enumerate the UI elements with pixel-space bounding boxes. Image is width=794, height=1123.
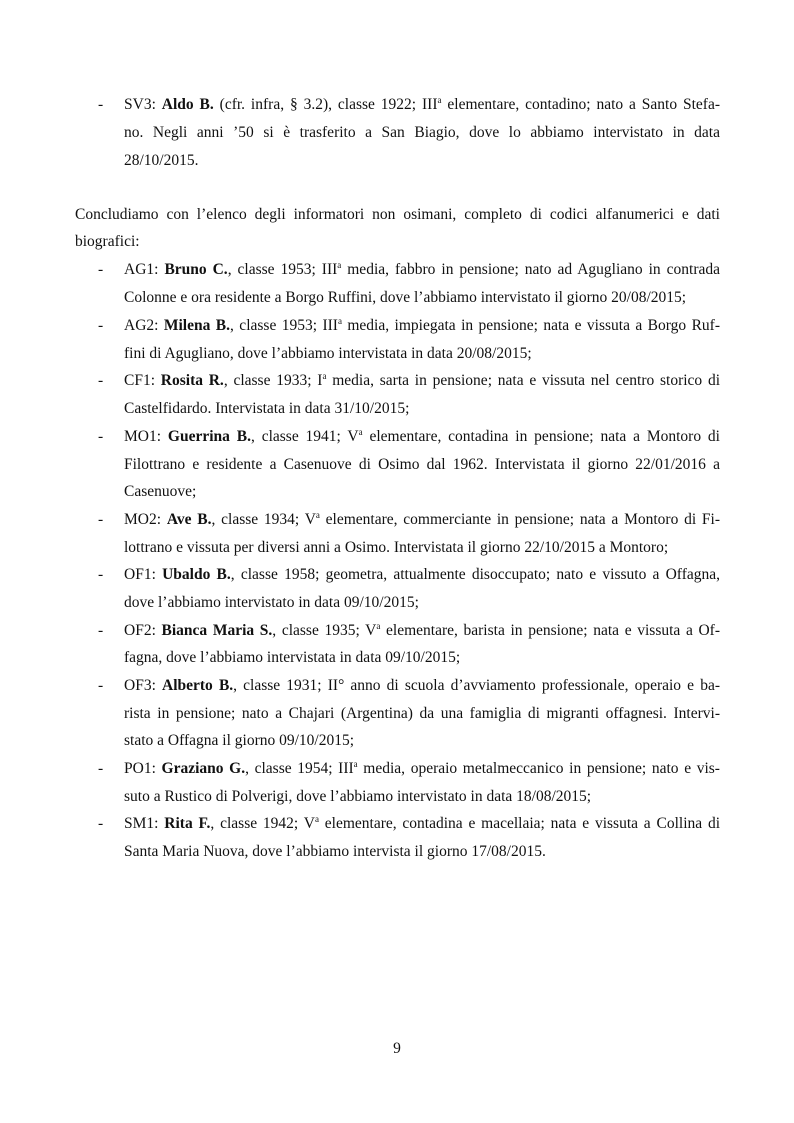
- entry-line-2: suto a Rustico di Polverigi, dove l’abbiamo intervistato in data 18/08/2015;: [124, 788, 592, 805]
- entry-text: elementare, contadino; nato a Santo Stefa-: [441, 96, 721, 113]
- informant-code: SV3:: [124, 96, 156, 113]
- ordinal-superscript: a: [353, 759, 358, 769]
- informant-code: MO1:: [124, 428, 162, 445]
- intro-paragraph-line-2: biografici:: [75, 233, 140, 250]
- ordinal-superscript: a: [437, 95, 442, 105]
- entry-text: , classe 1942; V: [210, 815, 315, 832]
- informant-name: Graziano G.: [161, 760, 246, 777]
- entry-line-1: [124, 815, 720, 833]
- entry-text: , classe 1953; III: [230, 317, 338, 334]
- informant-code: OF1:: [124, 566, 156, 583]
- page-number: 9: [393, 1040, 401, 1057]
- informant-name: Rita F.: [164, 815, 211, 832]
- informant-code: PO1:: [124, 760, 156, 777]
- informant-name: Ubaldo B.: [162, 566, 231, 583]
- entry-line-1: [124, 622, 720, 640]
- entry-line-1: [124, 566, 720, 584]
- entry-line-1: [124, 317, 720, 335]
- entry-text: elementare, contadina in pensione; nata a Montoro di: [362, 428, 720, 445]
- entry-text: , classe 1935; V: [272, 622, 377, 639]
- entry-text: , classe 1941; V: [250, 428, 359, 445]
- list-dash: -: [98, 760, 104, 777]
- informant-name: Bruno C.: [164, 261, 228, 278]
- list-dash: -: [98, 317, 104, 334]
- entry-line-1: [124, 261, 720, 279]
- informant-code: CF1:: [124, 372, 156, 389]
- list-dash: -: [98, 677, 104, 694]
- informant-name: Guerrina B.: [167, 428, 251, 445]
- ordinal-superscript: a: [314, 814, 319, 824]
- entry-text: media, impiegata in pensione; nata e vissuta a Borgo Ruf-: [341, 317, 720, 334]
- list-dash: -: [98, 815, 104, 832]
- informant-code: AG1:: [124, 261, 159, 278]
- intro-paragraph-line-1: Concludiamo con l’elenco degli informatori non osimani, completo di codici alfanumerici e dati: [75, 206, 720, 223]
- entry-line-2: Castelfidardo. Intervistata in data 31/10/2015;: [124, 400, 410, 417]
- ordinal-superscript: a: [337, 316, 342, 326]
- entry-line-2: Filottrano e residente a Casenuove di Osimo dal 1962. Intervistata il giorno 22/01/2016 a: [124, 456, 720, 473]
- entry-line-2: no. Negli anni ’50 si è trasferito a San Biagio, dove lo abbiamo intervistato in data: [124, 124, 720, 141]
- ordinal-superscript: a: [315, 510, 320, 520]
- informant-name: Bianca Maria S.: [161, 622, 273, 639]
- entry-line-2: rista in pensione; nato a Chajari (Argentina) da una famiglia di migranti offagnesi. Intervi-: [124, 705, 720, 722]
- informant-name: Milena B.: [163, 317, 231, 334]
- entry-line-2: fini di Agugliano, dove l’abbiamo intervistata in data 20/08/2015;: [124, 345, 532, 362]
- list-dash: -: [98, 261, 104, 278]
- ordinal-superscript: a: [322, 371, 327, 381]
- entry-text: , classe 1954; III: [245, 760, 354, 777]
- entry-line-3: Casenuove;: [124, 483, 197, 500]
- entry-text: , classe 1934; V: [211, 511, 316, 528]
- entry-text: (cfr. infra, § 3.2), classe 1922; III: [213, 96, 438, 113]
- entry-line-2: Santa Maria Nuova, dove l’abbiamo intervista il giorno 17/08/2015.: [124, 843, 546, 860]
- entry-text: , classe 1958; geometra, attualmente disoccupato; nato e vissuto a Offagna,: [230, 566, 720, 583]
- list-dash: -: [98, 96, 104, 113]
- informant-name: Ave B.: [166, 511, 212, 528]
- entry-line-2: fagna, dove l’abbiamo intervistata in data 09/10/2015;: [124, 649, 461, 666]
- list-dash: -: [98, 622, 104, 639]
- ordinal-superscript: a: [376, 621, 381, 631]
- informant-code: SM1:: [124, 815, 159, 832]
- entry-line-3: stato a Offagna il giorno 09/10/2015;: [124, 732, 355, 749]
- entry-text: elementare, commerciante in pensione; nata a Montoro di Fi-: [319, 511, 721, 528]
- informant-code: AG2:: [124, 317, 159, 334]
- informant-name: Rosita R.: [160, 372, 224, 389]
- entry-text: , classe 1953; III: [227, 261, 338, 278]
- entry-line-1: [124, 511, 720, 529]
- informant-code: OF2:: [124, 622, 156, 639]
- entry-line-1: [124, 428, 720, 446]
- ordinal-superscript: a: [358, 427, 363, 437]
- entry-line-1: [124, 96, 720, 114]
- entry-line-3: 28/10/2015.: [124, 152, 199, 169]
- entry-line-1: [124, 372, 720, 390]
- entry-text: elementare, barista in pensione; nata e vissuta a Of-: [380, 622, 720, 639]
- list-dash: -: [98, 511, 104, 528]
- list-dash: -: [98, 428, 104, 445]
- entry-text: media, fabbro in pensione; nato ad Agugliano in contrada: [341, 261, 720, 278]
- entry-text: elementare, contadina e macellaia; nata e vissuta a Collina di: [318, 815, 720, 832]
- entry-text: media, sarta in pensione; nata e vissuta nel centro storico di: [326, 372, 721, 389]
- list-dash: -: [98, 566, 104, 583]
- entry-text: , classe 1933; I: [223, 372, 323, 389]
- ordinal-superscript: a: [337, 260, 342, 270]
- entry-line-1: [124, 677, 720, 695]
- list-dash: -: [98, 372, 104, 389]
- informant-code: MO2:: [124, 511, 162, 528]
- informant-code: OF3:: [124, 677, 156, 694]
- entry-line-2: dove l’abbiamo intervistato in data 09/10/2015;: [124, 594, 419, 611]
- informant-name: Alberto B.: [162, 677, 234, 694]
- entry-text: media, operaio metalmeccanico in pensione; nato e vis-: [357, 760, 720, 777]
- informant-name: Aldo B.: [161, 96, 214, 113]
- entry-text: , classe 1931; II° anno di scuola d’avviamento professionale, operaio e ba-: [233, 677, 720, 694]
- entry-line-2: Colonne e ora residente a Borgo Ruffini, dove l’abbiamo intervistato il giorno 20/08/2015;: [124, 289, 687, 306]
- entry-line-2: lottrano e vissuta per diversi anni a Osimo. Intervistata il giorno 22/10/2015 a Montoro;: [124, 539, 669, 556]
- entry-line-1: [124, 760, 720, 778]
